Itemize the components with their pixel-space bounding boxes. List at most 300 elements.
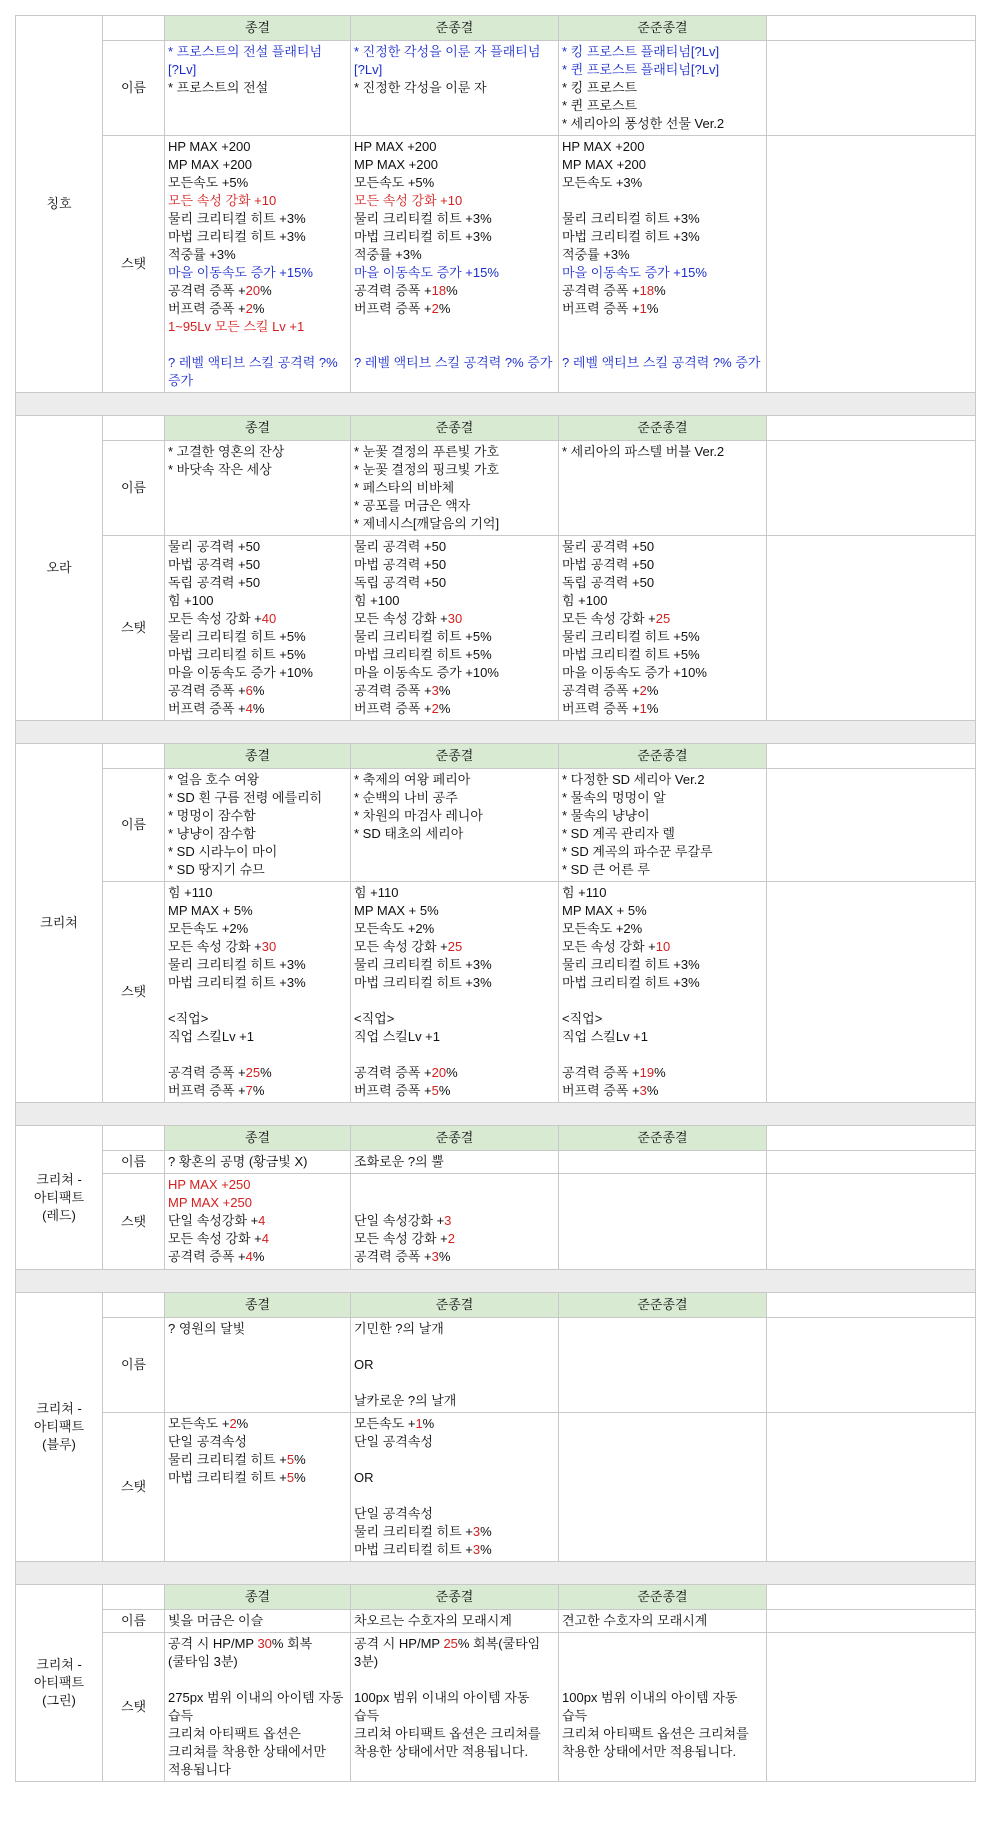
cell-line [168,825,347,843]
cell-line [168,1248,347,1266]
name-cell[interactable] [165,1151,351,1174]
empty-cell[interactable] [767,1126,976,1151]
name-label-cell[interactable]: 이름 [103,769,165,882]
cell-line [562,992,763,1010]
line-text: 100px 범위 이내의 아이템 자동 [562,1690,738,1705]
stat-label-cell[interactable]: 스탯 [103,1174,165,1270]
stat-cell[interactable] [351,136,559,393]
line-value: 2 [229,1416,237,1431]
cell-line [168,646,347,664]
tier-header-cell[interactable]: 준준종결 [559,16,767,41]
line-text: 마을 이동속도 증가 +15% [562,265,707,280]
cell-line [354,264,555,282]
line-text: 모든 속성 강화 + [354,611,448,626]
cell-line [562,246,763,264]
line-text: ? 레벨 액티브 스킬 공격력 ?% 증가 [562,355,761,370]
category-cell[interactable]: 칭호 [16,16,103,393]
stat-label-cell[interactable]: 스탯 [103,136,165,393]
cell-line [354,682,555,700]
corner-cell[interactable] [103,1293,165,1318]
header-row [16,1126,976,1151]
line-text: * SD 흰 구름 전령 에를리히 [168,790,323,805]
line-text: 마을 이동속도 증가 +10% [168,665,313,680]
line-suffix: % [260,283,272,298]
cell-line [354,992,555,1010]
line-suffix: % [252,1083,265,1098]
tier-header-cell[interactable]: 종결 [165,16,351,41]
line-text: 마법 크리티컬 히트 +5% [168,647,306,662]
cell-line [354,1433,555,1451]
line-text: * 바닷속 작은 세상 [168,462,272,477]
name-cell[interactable] [559,1318,767,1413]
tier-header-cell[interactable]: 준준종결 [559,1293,767,1318]
name-cell[interactable] [351,1610,559,1633]
line-text: 직업 스킬Lv +1 [562,1029,649,1044]
line-text: * 눈꽃 결정의 푸른빛 가호 [354,444,500,459]
line-value: 25 [443,1636,458,1651]
cell-line [562,771,763,789]
line-text: 공격력 증폭 + [354,283,432,298]
name-cell[interactable] [165,769,351,882]
cell-line [354,1374,555,1392]
corner-cell[interactable] [103,416,165,441]
line-value: 30 [447,611,463,626]
line-text: <직업> [354,1011,395,1026]
line-suffix: % [438,301,451,316]
line-text: ? 영원의 달빛 [168,1321,246,1336]
empty-cell[interactable] [767,882,976,1103]
cell-line [562,97,763,115]
cell-line [562,556,763,574]
cell-line [354,592,555,610]
line-text: MP MAX +200 [562,157,646,172]
cell-line [354,1320,555,1338]
line-text: 모든 속성 강화 + [168,1231,262,1246]
cell-line [562,1064,763,1082]
cell-line [168,771,347,789]
cell-line [562,1743,763,1761]
cell-line [562,228,763,246]
line-text: 힘 +100 [168,593,214,608]
tier-header-cell[interactable]: 준종결 [351,16,559,41]
name-cell[interactable] [351,1318,559,1413]
line-text: MP MAX + 5% [168,903,253,918]
line-text: 크리쳐 아티팩트 옵션은 크리쳐를 [562,1726,749,1741]
cell-line [168,1451,347,1469]
empty-cell[interactable] [767,1293,976,1318]
cell-line [354,1392,555,1410]
separator-cell [16,1270,976,1293]
cell-line [354,1451,555,1469]
line-text: 힘 +100 [562,593,608,608]
cell-line [562,156,763,174]
cell-line [168,974,347,992]
empty-cell[interactable] [767,1413,976,1562]
cell-line [562,282,763,300]
line-suffix: % 회복 [271,1636,313,1651]
cell-line [354,1046,555,1064]
cell-line [168,43,347,61]
line-text: * 세리아의 파스텔 버블 Ver.2 [562,444,725,459]
cell-line [168,228,347,246]
line-text: 단일 속성강화 + [168,1213,259,1228]
tier-header-cell[interactable]: 종결 [165,416,351,441]
line-text: 크리쳐 아티팩트 옵션은 크리쳐를 [354,1726,541,1741]
cell-line [354,974,555,992]
stat-cell[interactable] [351,882,559,1103]
stat-cell[interactable] [559,536,767,721]
name-cell[interactable] [351,769,559,882]
stat-cell[interactable] [351,1633,559,1782]
line-text: 버프력 증폭 + [354,1083,432,1098]
line-text: * SD 땅지기 슈므 [168,862,265,877]
stat-cell[interactable] [165,536,351,721]
empty-cell[interactable] [767,1633,976,1782]
cell-line [354,354,555,372]
line-text: 적중률 +3% [168,247,236,262]
stat-cell[interactable] [165,1413,351,1562]
name-row [16,441,976,536]
stat-cell[interactable] [351,1174,559,1270]
line-value: 25 [447,939,463,954]
line-text: 공격력 증폭 + [168,1249,246,1264]
line-text: 마법 크리티컬 히트 +3% [354,229,492,244]
name-label-cell[interactable]: 이름 [103,1610,165,1633]
line-suffix: % [480,1524,492,1539]
separator-row [16,1562,976,1585]
category-cell[interactable]: 크리쳐 [16,744,103,1103]
name-label-cell[interactable]: 이름 [103,1318,165,1413]
line-suffix: % [654,283,666,298]
cell-line [562,1028,763,1046]
empty-cell[interactable] [767,744,976,769]
line-text: 모든 속성 강화 + [354,1231,448,1246]
cell-line [354,1725,555,1743]
empty-cell[interactable] [767,416,976,441]
cell-line [562,610,763,628]
cell-line [168,79,347,97]
cell-line [354,1153,555,1171]
cell-line [168,1212,347,1230]
header-row [16,16,976,41]
name-cell[interactable] [165,1610,351,1633]
line-text: 공격 시 HP/MP [168,1636,258,1651]
cell-line [562,646,763,664]
line-text: * 다정한 SD 세리아 Ver.2 [562,772,705,787]
tier-header-cell[interactable]: 준준종결 [559,744,767,769]
tier-header-cell[interactable]: 종결 [165,1585,351,1610]
cell-line [168,1082,347,1100]
cell-line [562,1689,763,1707]
line-text: * SD 태초의 세리아 [354,826,464,841]
cell-line [168,789,347,807]
stat-cell[interactable] [351,1413,559,1562]
line-text: * 차원의 마검사 레니아 [354,808,483,823]
line-text: 물리 공격력 +50 [168,539,261,554]
line-suffix: % [646,683,659,698]
cell-line [354,538,555,556]
cell-line [168,300,347,318]
name-cell[interactable] [351,41,559,136]
line-text: 적용됩니다 [168,1762,231,1777]
name-cell[interactable] [559,1610,767,1633]
corner-cell[interactable] [103,1585,165,1610]
line-text: ? 레벨 액티브 스킬 공격력 ?% [168,355,338,370]
cell-line [562,354,763,372]
cell-line [562,61,763,79]
line-text: 물리 크리티컬 히트 + [354,1524,473,1539]
stat-row [16,1633,976,1782]
line-suffix: % [252,301,265,316]
cell-line [354,1248,555,1266]
empty-cell[interactable] [767,1585,976,1610]
line-text: * 제네시스[깨달음의 기억] [354,516,500,531]
stat-cell[interactable] [559,1174,767,1270]
tier-header-cell[interactable]: 종결 [165,1126,351,1151]
cell-line [168,336,347,354]
line-text: * 퀸 프로스트 [562,98,638,113]
line-value: 3 [472,1542,481,1557]
line-value: 3 [472,1524,481,1539]
tier-header-cell[interactable]: 준준종결 [559,1126,767,1151]
cell-line [354,664,555,682]
name-label-cell[interactable]: 이름 [103,1151,165,1174]
line-text: 마법 크리티컬 히트 +3% [168,975,306,990]
empty-cell[interactable] [767,1151,976,1174]
separator-cell [16,1562,976,1585]
cell-line [562,628,763,646]
line-suffix: % [260,1065,272,1080]
cell-line [168,174,347,192]
cell-line [354,628,555,646]
cell-line [168,318,347,336]
line-text: 모든속도 + [168,1416,230,1431]
category-cell[interactable]: 크리쳐 - 아티팩트 (그린) [16,1585,103,1782]
empty-cell[interactable] [767,1318,976,1413]
name-cell[interactable] [165,1318,351,1413]
cell-line [168,920,347,938]
line-text: 물리 크리티컬 히트 +3% [562,957,700,972]
cell-line [354,1082,555,1100]
cell-line [562,43,763,61]
line-text: OR [354,1357,374,1372]
cell-line [354,138,555,156]
cell-line [354,1671,555,1689]
tier-header-cell[interactable]: 준종결 [351,1293,559,1318]
line-text: * 물속의 멍멍이 알 [562,790,666,805]
tier-header-cell[interactable]: 준종결 [351,1585,559,1610]
stat-cell[interactable] [165,1174,351,1270]
name-cell[interactable] [165,41,351,136]
stat-cell[interactable] [351,536,559,721]
cell-line [354,1487,555,1505]
line-value: 2 [447,1231,456,1246]
stat-cell[interactable] [559,1413,767,1562]
category-cell[interactable]: 크리쳐 - 아티팩트 (레드) [16,1126,103,1270]
name-cell[interactable] [559,441,767,536]
corner-cell[interactable] [103,16,165,41]
line-text: <직업> [562,1011,603,1026]
line-text: 마법 크리티컬 히트 +5% [354,647,492,662]
line-value: 18 [639,283,655,298]
empty-cell[interactable] [767,769,976,882]
tier-header-cell[interactable]: 준준종결 [559,1585,767,1610]
cell-line [354,1338,555,1356]
stat-cell[interactable] [559,136,767,393]
name-row [16,1318,976,1413]
empty-cell[interactable] [767,16,976,41]
line-text: * SD 계곡의 파수꾼 루갈루 [562,844,713,859]
cell-line [354,574,555,592]
line-text: 독립 공격력 +50 [562,575,655,590]
empty-cell[interactable] [767,441,976,536]
line-value: 3 [431,1249,439,1264]
stat-cell[interactable] [559,882,767,1103]
line-suffix: % [646,301,659,316]
line-value: 30 [257,1636,272,1651]
name-cell[interactable] [559,769,767,882]
cell-line [168,210,347,228]
line-text: ? 레벨 액티브 스킬 공격력 ?% 증가 [354,355,553,370]
line-text: 마을 이동속도 증가 +10% [354,665,499,680]
empty-cell[interactable] [767,41,976,136]
line-text: 힘 +100 [354,593,400,608]
stat-label-cell[interactable]: 스탯 [103,882,165,1103]
cell-line [354,300,555,318]
tier-header-cell[interactable]: 종결 [165,1293,351,1318]
separator-row [16,1270,976,1293]
cell-line [354,1523,555,1541]
empty-cell[interactable] [767,136,976,393]
line-text: 조화로운 ?의 뿔 [354,1154,444,1169]
line-text: 단일 공격속성 [168,1434,247,1449]
name-cell[interactable] [559,1151,767,1174]
name-cell[interactable] [351,1151,559,1174]
name-label-cell[interactable]: 이름 [103,441,165,536]
empty-cell[interactable] [767,1610,976,1633]
cell-line [562,1082,763,1100]
category-cell[interactable]: 오라 [16,416,103,721]
line-suffix: % [422,1416,435,1431]
empty-cell[interactable] [767,536,976,721]
stat-cell[interactable] [559,1633,767,1782]
tier-header-cell[interactable]: 준준종결 [559,416,767,441]
cell-line [168,1743,347,1761]
line-text: * 고결한 영혼의 잔상 [168,444,285,459]
line-text: ? 황혼의 공명 (황금빛 X) [168,1154,308,1169]
name-cell[interactable] [559,41,767,136]
cell-line [562,1671,763,1689]
line-text: 버프력 증폭 + [354,301,432,316]
name-cell[interactable] [165,441,351,536]
line-text: 모든 속성 강화 +10 [168,193,277,208]
separator-row [16,1103,976,1126]
cell-line [354,1415,555,1433]
line-text: 마법 크리티컬 히트 +5% [562,647,700,662]
cell-line [562,861,763,879]
cell-line [168,354,347,372]
cell-line [354,43,555,61]
tier-header-cell[interactable]: 준종결 [351,416,559,441]
stat-label-cell[interactable]: 스탯 [103,1633,165,1782]
name-label-cell[interactable]: 이름 [103,41,165,136]
cell-line [168,1010,347,1028]
line-value: 7 [245,1083,253,1098]
line-text: 모든속도 +2% [168,921,249,936]
cell-line [562,1046,763,1064]
comparison-sheet [15,15,976,1782]
cell-line [562,1010,763,1028]
line-text: * 킹 프로스트 플래티넘[?Lv] [562,44,720,59]
cell-line [562,807,763,825]
cell-line [168,682,347,700]
cell-line [562,825,763,843]
line-text: (쿨타임 3분) [168,1654,238,1669]
cell-line [562,902,763,920]
cell-line [562,138,763,156]
line-text: 275px 범위 이내의 아이템 자동 [168,1690,344,1705]
cell-line [168,1415,347,1433]
line-text: 공격력 증폭 + [354,1249,432,1264]
line-text: * SD 계곡 관리자 렐 [562,826,675,841]
cell-line [354,771,555,789]
stat-cell[interactable] [165,136,351,393]
tier-header-cell[interactable]: 종결 [165,744,351,769]
line-text: 마을 이동속도 증가 +15% [168,265,313,280]
stat-label-cell[interactable]: 스탯 [103,1413,165,1562]
name-row [16,1151,976,1174]
cell-line [354,789,555,807]
line-suffix: % [236,1416,249,1431]
line-text: [?Lv] [354,62,383,77]
cell-line [562,443,763,461]
cell-line [168,992,347,1010]
tier-header-cell[interactable]: 준종결 [351,744,559,769]
cell-line [168,807,347,825]
cell-line [354,556,555,574]
line-text: 마법 크리티컬 히트 +3% [562,229,700,244]
cell-line [562,1653,763,1671]
line-value: 20 [431,1065,447,1080]
line-value: 4 [261,1231,270,1246]
cell-line [168,138,347,156]
line-suffix: % [252,683,265,698]
line-text: * 물속의 냥냥이 [562,808,650,823]
line-text: 모든 속성 강화 + [168,939,262,954]
cell-line [562,1707,763,1725]
line-text: HP MAX +250 [168,1177,251,1192]
cell-line [562,1725,763,1743]
cell-line [562,174,763,192]
name-row [16,1610,976,1633]
category-cell[interactable]: 크리쳐 - 아티팩트 (블루) [16,1293,103,1562]
line-text: 모든속도 +2% [354,921,435,936]
tier-header-cell[interactable]: 준종결 [351,1126,559,1151]
cell-line [168,1689,347,1707]
stat-cell[interactable] [165,1633,351,1782]
stat-label-cell[interactable]: 스탯 [103,536,165,721]
line-suffix: % [438,683,451,698]
empty-cell[interactable] [767,1174,976,1270]
name-cell[interactable] [351,441,559,536]
corner-cell[interactable] [103,744,165,769]
line-value: 5 [286,1470,295,1485]
corner-cell[interactable] [103,1126,165,1151]
stat-cell[interactable] [165,882,351,1103]
line-text: 공격력 증폭 + [168,683,246,698]
header-row [16,744,976,769]
line-text: 버프력 증폭 + [168,701,246,716]
